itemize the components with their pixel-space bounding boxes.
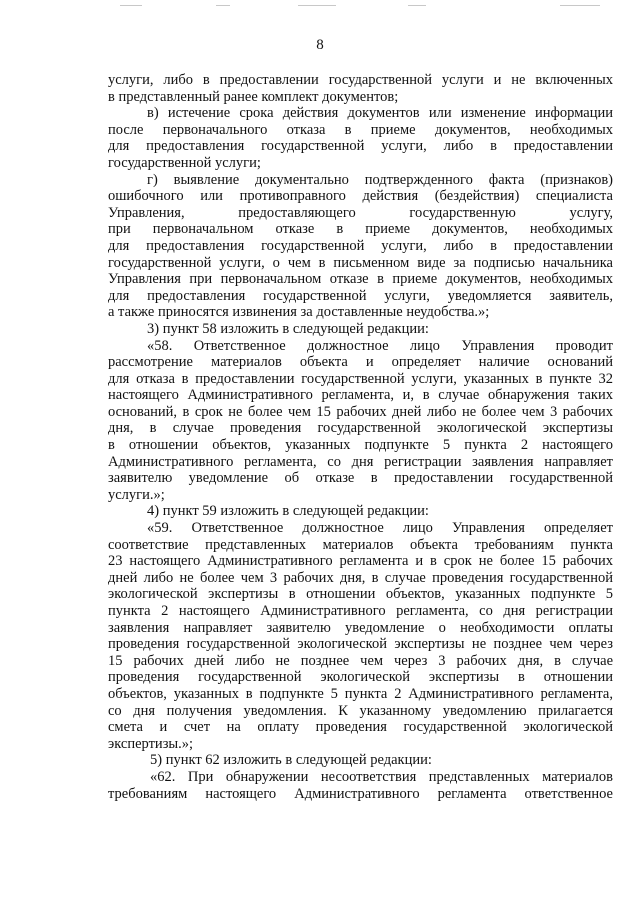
text-line: государственной услуги, о чем в письменном виде за подписью начальника [108,254,613,271]
text-line: государственной услуги; [108,154,261,171]
text-line: 5) пункт 62 изложить в следующей редакции: [150,752,432,769]
text-line: соответствие представленных материалов объекта требованиям пункта [108,536,613,553]
text-line: дня, в случае проведения государственной экологической экспертизы [108,420,613,437]
text-line: для предоставления государственной услуги, либо в предоставлении [108,138,613,155]
text-line: смета и счет на оплату проведения государственной экологической [108,719,613,736]
text-line: проведения государственной экологической экспертизы не позднее чем через [108,636,613,653]
text-line: после первоначального отказа в приеме документов, необходимых [108,121,613,138]
text-line: заявителю уведомление об отказе в предоставлении государственной [108,470,613,487]
text-line: Управления, предоставляющего государственную услугу, [108,204,613,221]
text-line: экологической экспертизы в отношении объектов, указанных подпункте 5 [108,586,613,603]
text-line: «59. Ответственное должностное лицо Управления определяет [147,520,613,537]
text-line: при первоначальном отказе в приеме документов, необходимых [108,221,613,238]
text-line: «62. При обнаружении несоответствия представленных материалов [150,768,613,785]
text-line: 3) пункт 58 изложить в следующей редакции: [147,320,429,337]
text-line: в) истечение срока действия документов или изменение информации [147,105,613,122]
text-line: со дня получения уведомления. К указанному уведомлению прилагается [108,702,613,719]
scan-edge-artifact [0,0,640,10]
text-line: а также приносятся извинения за доставленные неудобства.»; [108,304,490,321]
text-line: для предоставления государственной услуги, уведомляется заявитель, [108,287,613,304]
page-number: 8 [316,37,324,53]
text-line: пункта 2 настоящего Административного регламента, со дня регистрации [108,603,613,619]
text-line: услуги.»; [108,486,165,503]
text-line: Административного регламента, со дня регистрации заявления направляет [108,453,613,470]
text-line: рассмотрение материалов объекта и определяет наличие оснований [108,354,613,371]
text-line: для предоставления государственной услуги, либо в предоставлении [108,237,613,254]
text-line: для отказа в предоставлении государственной услуги, указанных в пункте 32 [108,370,613,387]
text-line: требованиям настоящего Административного регламента ответственное [108,785,613,802]
text-line: 23 настоящего Административного регламента и в срок не более 15 рабочих [108,553,613,570]
text-line: 4) пункт 59 изложить в следующей редакции: [147,503,429,520]
text-line: «58. Ответственное должностное лицо Управления проводит [147,337,613,354]
text-line: заявления направляет заявителю уведомление о необходимости оплаты [108,619,613,636]
text-line: настоящего Административного регламента, и, в случае обнаружения таких [108,387,613,404]
text-line: проведения государственной экологической экспертизы в отношении [108,669,613,686]
text-line: 15 рабочих дней либо не позднее чем через 3 рабочих дня, в случае [108,652,613,669]
document-body [108,72,613,802]
text-line: экспертизы.»; [108,735,194,752]
text-line: Управления при первоначальном отказе в приеме документов, необходимых [108,271,613,288]
text-line: в представленный ранее комплект документов; [108,88,399,105]
text-line: ошибочного или противоправного действия (бездействия) специалиста [108,188,613,205]
text-line: дней либо не более чем 3 рабочих дня, в случае проведения государственной [108,569,613,586]
text-line: объектов, указанных в подпункте 5 пункта 2 Административного регламента, [108,685,613,702]
text-line: услуги, либо в предоставлении государственной услуги и не включенных [108,72,613,88]
text-line: в отношении объектов, указанных подпункте 5 пункта 2 настоящего [108,437,613,454]
text-line: г) выявление документально подтвержденного факта (признаков) [147,171,613,188]
text-line: оснований, в срок не более чем 15 рабочих дней либо не более чем 3 рабочих [108,403,613,420]
